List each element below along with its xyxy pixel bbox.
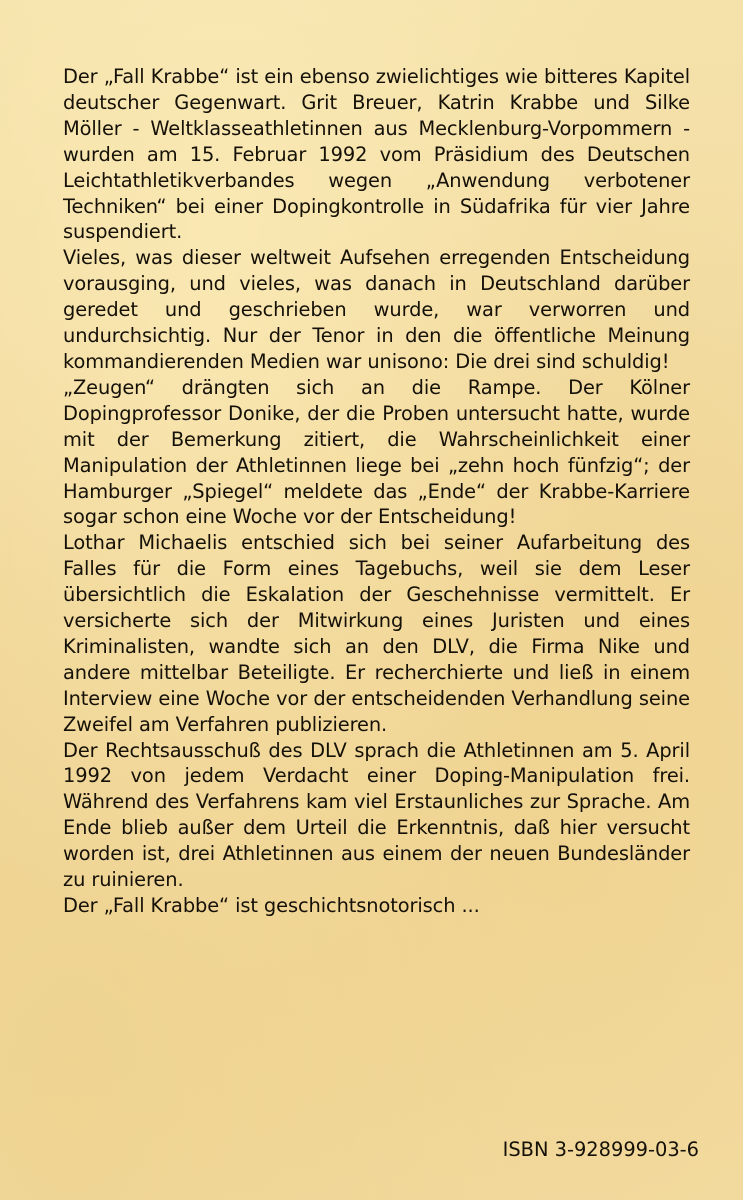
blurb-paragraph-2: Vieles, was dieser weltweit Aufsehen erregenden Entscheidung vorausging, und vieles, was danach in Deutschland darüber geredet und geschrieben wurde, war verworren und undurchsichtig. Nur der Tenor in den die öffentliche Meinung kommandierenden Medien war unisono: Die drei sind schuldig!: [63, 246, 690, 373]
blurb-paragraph-6: Der „Fall Krabbe“ ist geschichtsnotorisch ...: [63, 894, 480, 917]
blurb-paragraph-1: Der „Fall Krabbe“ ist ein ebenso zwielichtiges wie bitteres Kapitel deutscher Gegenwart. Grit Breuer, Katrin Krabbe und Silke Möller - Weltklasseathletinnen aus Mecklenburg-Vorpommern - wurden am 15. Februar 1992 vom Präsidium des Deutschen Leichtathletikverbandes wegen „Anwendung verbotener Techniken“ bei einer Dopingkontrolle in Südafrika für vier Jahre suspendiert.: [63, 65, 690, 244]
blurb-paragraph-5: Der Rechtsausschuß des DLV sprach die Athletinnen am 5. April 1992 von jedem Verdacht einer Doping-Manipulation frei. Während des Verfahrens kam viel Erstaunliches zur Sprache. Am Ende blieb außer dem Urteil die Erkenntnis, daß hier versucht worden ist, drei Athletinnen aus einem der neuen Bundesländer zu ruinieren.: [63, 738, 690, 892]
isbn-number: ISBN 3-928999-03-6: [502, 1138, 699, 1161]
blurb-text: [63, 64, 690, 919]
blurb-paragraph-3: „Zeugen“ drängten sich an die Rampe. Der Kölner Dopingprofessor Donike, der die Proben untersucht hatte, wurde mit der Bemerkung zitiert, die Wahrscheinlichkeit einer Manipulation der Athletinnen liege bei „zehn hoch fünfzig“; der Hamburger „Spiegel“ meldete das „Ende“ der Krabbe-Karriere sogar schon eine Woche vor der Entscheidung!: [63, 375, 690, 529]
blurb-paragraph-4: Lothar Michaelis entschied sich bei seiner Aufarbeitung des Falles für die Form eines Tagebuchs, weil sie dem Leser übersichtlich die Eskalation der Geschehnisse vermittelt. Er versicherte sich der Mitwirkung eines Juristen und eines Kriminalisten, wandte sich an den DLV, die Firma Nike und andere mittelbar Beteiligte. Er recherchierte und ließ in einem Interview eine Woche vor der entscheidenden Verhandlung seine Zweifel am Verfahren publizieren.: [63, 531, 690, 736]
